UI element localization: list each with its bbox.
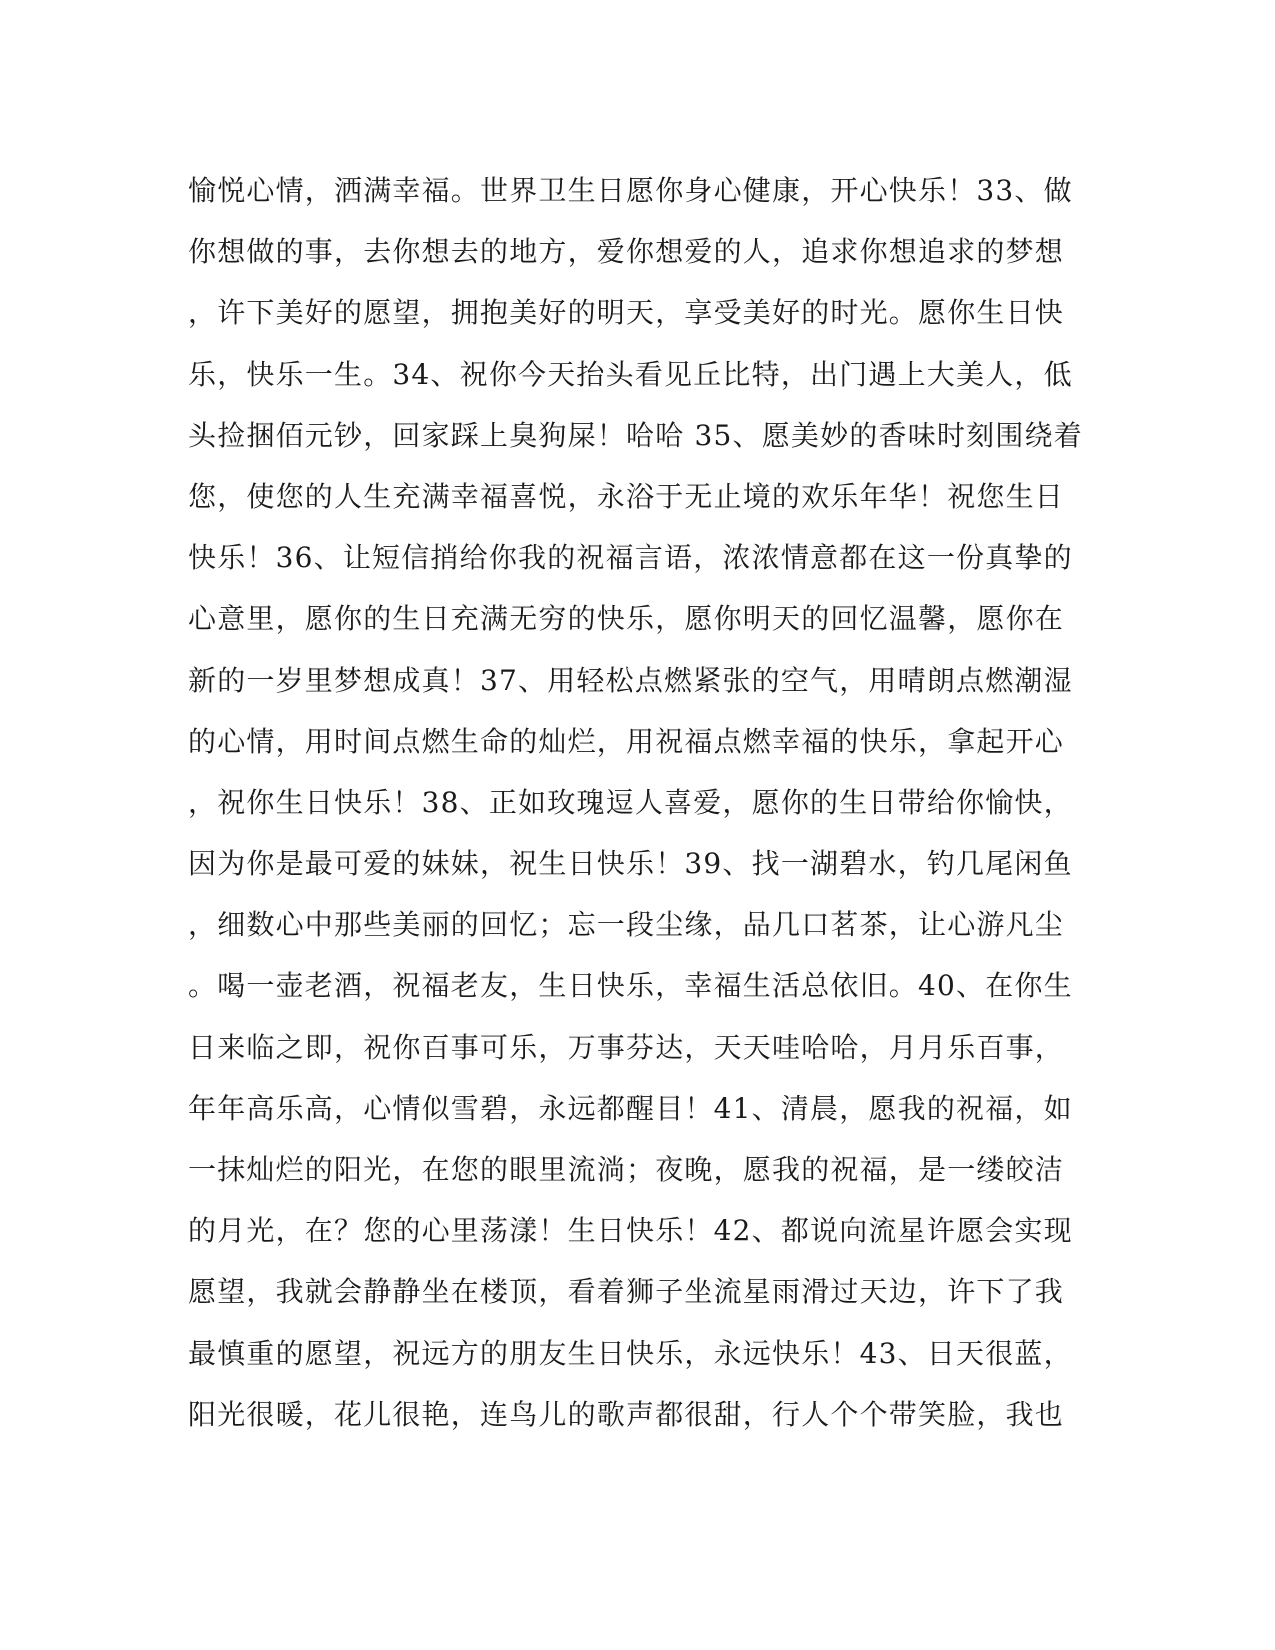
text-line: 。喝一壶老酒，祝福老友，生日快乐，幸福生活总依旧。40、在你生	[188, 969, 1073, 1003]
text-line: ，细数心中那些美丽的回忆；忘一段尘缘，品几口茗茶，让心游凡尘	[188, 908, 1065, 942]
text-line: 年年高乐高，心情似雪碧，永远都醒目！41、清晨，愿我的祝福，如	[188, 1091, 1073, 1125]
text-line: 愿望，我就会静静坐在楼顶，看着狮子坐流星雨滑过天边，许下了我	[188, 1275, 1065, 1309]
text-line: 最慎重的愿望，祝远方的朋友生日快乐，永远快乐！43、日天很蓝，	[188, 1336, 1073, 1370]
text-line: 快乐！36、让短信捎给你我的祝福言语，浓浓情意都在这一份真挚的	[188, 541, 1073, 575]
text-line: 您，使您的人生充满幸福喜悦，永浴于无止境的欢乐年华！祝您生日	[188, 479, 1065, 513]
text-line: 一抹灿烂的阳光，在您的眼里流淌；夜晚，愿我的祝福，是一缕皎洁	[188, 1153, 1065, 1186]
text-line: 你想做的事，去你想去的地方，爱你想爱的人，追求你想追求的梦想	[188, 235, 1065, 269]
text-line: 心意里，愿你的生日充满无穷的快乐，愿你明天的回忆温馨，愿你在	[188, 602, 1065, 636]
text-line: 阳光很暖，花儿很艳，连鸟儿的歌声都很甜，行人个个带笑脸，我也	[188, 1397, 1065, 1431]
text-line: 乐，快乐一生。34、祝你今天抬头看见丘比特，出门遇上大美人，低	[188, 357, 1073, 391]
text-line: 头捡捆佰元钞，回家踩上臭狗屎！哈哈 35、愿美妙的香味时刻围绕着	[188, 418, 1083, 452]
text-line: 的月光，在？您的心里荡漾！生日快乐！42、都说向流星许愿会实现	[188, 1214, 1073, 1248]
text-line: 愉悦心情，洒满幸福。世界卫生日愿你身心健康，开心快乐！33、做	[188, 174, 1073, 207]
text-line: 日来临之即，祝你百事可乐，万事芬达，天天哇哈哈，月月乐百事，	[188, 1030, 1065, 1064]
body-text	[188, 160, 1083, 1445]
text-line: ，祝你生日快乐！38、正如玫瑰逗人喜爱，愿你的生日带给你愉快，	[188, 785, 1073, 819]
text-line: 新的一岁里梦想成真！37、用轻松点燃紧张的空气，用晴朗点燃潮湿	[188, 663, 1073, 697]
text-line: 的心情，用时间点燃生命的灿烂，用祝福点燃幸福的快乐，拿起开心	[188, 724, 1065, 758]
text-line: ，许下美好的愿望，拥抱美好的明天，享受美好的时光。愿你生日快	[188, 296, 1065, 330]
text-line: 因为你是最可爱的妹妹，祝生日快乐！39、找一湖碧水，钓几尾闲鱼	[188, 847, 1073, 881]
